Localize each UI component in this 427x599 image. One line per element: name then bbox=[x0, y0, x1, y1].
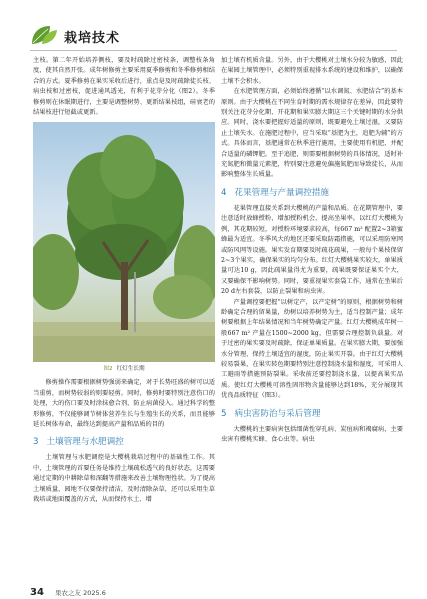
section-number: 4 bbox=[221, 187, 227, 198]
header-divider bbox=[30, 50, 397, 51]
right-paragraph-1: 加土壤有机质含量。另外，由于大樱桃对土壤水分较为敏感，因此在果园土壤管理中，必须特别重视排水系统的建设和维护，以确保土壤不会积水。 bbox=[221, 57, 403, 85]
section-heading-4 bbox=[221, 187, 403, 199]
section-heading-5 bbox=[221, 408, 403, 420]
left-column bbox=[33, 56, 215, 506]
left-paragraph-3: 土壤管理与水肥调控是大樱桃栽培过程中的基础性工作。其中，土壤管理的首要任务是维持土壤疏松透气的良好状态，这需要通过定期的中耕除草和深翻等措施来改善土壤物理性状。为了提高土壤质量，园地不仅要保持清洁，及时清除杂草，还可以采用生草栽培或地面覆盖的方式，从而保持水土、增 bbox=[33, 454, 215, 504]
right-paragraph-4: 产量调控要把握“以树定产，以产定树”的原则，根据树势和树龄确定合理的留果量，幼树以培养树势为主，适当控制产量；成年树要根据上年结果情况和当年树势确定产量。红灯大樱桃成年树一般667 m² 产量在1500~2000 kg，但需要合理控制负载量。对于过密的果实要及时疏除，保证单果质量。在果实膨大期，要加强水分管理，保持土壤适宜的湿度，防止果实开裂。由于红灯大樱桃较易裂果，在果实转色期要特别注意控制浇水量和湿度，可采用人工避雨等措施预防裂果。采收前还要控制浇水量，以提高果实品质。使红灯大樱桃可溶性固形物含量能够达到18%，充分展现其优良品质特征（图3）。 bbox=[221, 298, 403, 400]
tree-illustration bbox=[33, 122, 215, 362]
right-paragraph-3: 花果管理直接关系到大樱桃的产量和品质。在花期管理中，要注意适时放蜂授粉，增加授粉机会，提高坐果率。以红灯大樱桃为例，其花期较短，对授粉环境要求较高，每667 m² 配置2~3箱蜜蜂最为适宜。冬季风大的地区还要采取防霜措施，可以采用防寒网或防风网等设施。果实发育期要及时疏花疏果，一般每个果枝保留2~3个果实，确保果实的均匀分布。红灯大樱桃果实较大，单果质量可达10 g，因此疏果量得尤为重要，疏果既要保证果实个大，又要确保不影响树势。同时，要重视果实套袋工作，通常在坐果后20 d左右套袋，以防止裂果和病虫害。 bbox=[221, 204, 403, 296]
figure-caption-text: 红灯生长期 bbox=[116, 366, 145, 373]
section-number: 3 bbox=[33, 437, 39, 448]
section-number: 5 bbox=[221, 408, 227, 419]
section-heading-text: 病虫害防治与采后管理 bbox=[234, 408, 321, 419]
cherry-tree-photo bbox=[33, 122, 215, 362]
journal-name: 果农之友 2025.6 bbox=[55, 589, 106, 597]
section-heading-text: 花果管理与产量调控措施 bbox=[234, 187, 330, 198]
page-header bbox=[0, 0, 427, 52]
section-title: 栽培技术 bbox=[64, 31, 121, 46]
right-paragraph-2: 在水肥管理方面，必须始终遵循“以水调氮、水肥结合”的基本原则。由于大樱桃在不同生育时期的需水规律存在差异，因此要特别关注花芽分化期、开花期和果实膨大期这三个关键时期的水分供应。同时，浇水要把握好适量的原则，既要避免土壤过湿，又要防止土壤失水。在施肥过程中，应当采取“基肥为主，追肥为辅”的方式。具体而言，基肥通常在秋季进行施用，主要使用有机肥，并配合适量的磷钾肥。至于追肥，则需要根据树势的具体情况，适时补充氮肥和微量元素肥，特别要注意避免偏施氮肥而导致徒长，从而影响整体生长质量。 bbox=[221, 88, 403, 179]
figure-caption bbox=[33, 365, 215, 374]
section-heading-3 bbox=[33, 436, 215, 448]
leaf-logo-icon bbox=[30, 24, 58, 46]
figure-number: 图2 bbox=[103, 366, 113, 373]
right-column bbox=[221, 56, 403, 445]
left-paragraph-1: 主枝。第二年开始培养侧枝，要及时疏除过密枝条，调整枝条角度，使其自然开张。成年树修剪主要采用夏季修剪和冬季修剪相结合的方式。夏季修剪在果实采收后进行，重点是及时疏除徒长枝、病虫枝和过密枝，促进通风透光，有利于花芽分化（图2）。冬季修剪则在休眠期进行，主要是调整树势、更新结果枝组，硅衰老的结果枝进行短截或更新。 bbox=[33, 57, 215, 117]
page-number: 34 bbox=[30, 587, 44, 598]
page-footer bbox=[30, 580, 106, 599]
section-heading-text: 土壤管理与水肥调控 bbox=[46, 437, 124, 448]
left-paragraph-2: 修剪操作需要根据树势强弱来确定，对于长势旺盛的树可以适当重剪，而树势较弱的则要轻剪。同时，修剪时要特别注意伤口的处理，大的伤口要及时涂抹愈合剂，防止病菌侵入。通过科学的整形修剪，不仅能够调节树体营养生长与生殖生长的关系，而且能够延长树体寿命，最终达到提高产量和品质的目的 bbox=[33, 379, 215, 429]
right-paragraph-5: 大樱桃的主要病害包括细菌性穿孔病、炭疽病和褐腐病，主要虫害有樱桃实蜂、食心虫等。病虫 bbox=[221, 425, 403, 443]
